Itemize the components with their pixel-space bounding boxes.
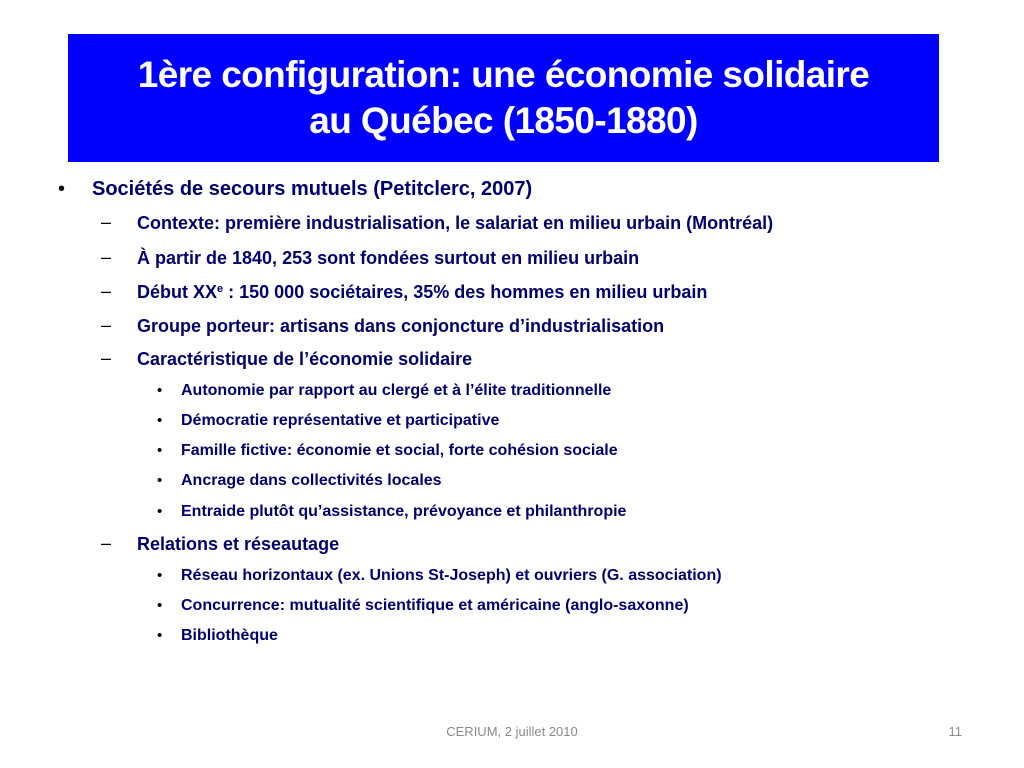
bullet-dot-icon: • <box>157 382 163 399</box>
bullet-dot-icon: • <box>157 503 163 520</box>
bullet-dot-icon: • <box>157 412 163 429</box>
ordinal-superscript: e <box>217 283 224 295</box>
bullet-text <box>137 282 707 302</box>
bullet-dash-icon: – <box>101 247 112 267</box>
bullet-dash-icon: – <box>101 212 112 232</box>
bullet-level3-item <box>157 472 442 490</box>
bullet-level2-item <box>101 247 640 269</box>
bullet-dot-icon: • <box>157 472 163 489</box>
bullet-level2-item <box>101 315 665 337</box>
bullet-dot-icon: • <box>157 567 163 584</box>
bullet-level3-item <box>157 412 500 430</box>
bullet-text-part: Début XX <box>137 282 218 302</box>
bullet-level3-item <box>157 503 627 521</box>
bullet-text: Caractéristique de l’économie solidaire <box>137 349 473 369</box>
bullet-text: Autonomie par rapport au clergé et à l’élite traditionnelle <box>181 382 612 399</box>
bullet-dash-icon: – <box>101 315 112 335</box>
bullet-dash-icon: – <box>101 281 112 301</box>
bullet-dot-icon: • <box>157 597 163 614</box>
bullet-text: Sociétés de secours mutuels (Petitclerc, 2007) <box>92 178 533 200</box>
bullet-text: Démocratie représentative et participative <box>181 412 500 429</box>
slide-title-line-1: 1ère configuration: une économie solidaire <box>137 54 870 95</box>
bullet-level3-item <box>157 382 612 400</box>
slide-footer: CERIUM, 2 juillet 2010 <box>446 724 578 739</box>
slide-page-number: 11 <box>948 724 962 739</box>
bullet-level3-item <box>157 442 618 460</box>
bullet-dot-icon: • <box>157 627 163 644</box>
bullet-text: Bibliothèque <box>181 627 278 644</box>
slide-title-line-2: au Québec (1850-1880) <box>309 100 698 141</box>
bullet-text: Famille fictive: économie et social, forte cohésion sociale <box>181 442 618 459</box>
bullet-dash-icon: – <box>101 533 112 553</box>
bullet-text-part: : 150 000 sociétaires, 35% des hommes en milieu urbain <box>223 282 708 302</box>
bullet-level3-item <box>157 597 689 615</box>
bullet-text: Ancrage dans collectivités locales <box>181 472 442 489</box>
bullet-dash-icon: – <box>101 348 112 368</box>
bullet-text: Contexte: première industrialisation, le salariat en milieu urbain (Montréal) <box>137 213 774 233</box>
bullet-text: Concurrence: mutualité scientifique et américaine (anglo-saxonne) <box>181 597 689 614</box>
bullet-level2-item <box>101 212 774 234</box>
bullet-level2-item <box>101 533 340 555</box>
bullet-level2-item <box>101 348 473 370</box>
bullet-text: À partir de 1840, 253 sont fondées surtout en milieu urbain <box>137 248 640 268</box>
bullet-text: Groupe porteur: artisans dans conjoncture d’industrialisation <box>137 316 665 336</box>
bullet-dot-icon: • <box>58 178 66 200</box>
bullet-level1-item <box>58 178 533 201</box>
bullet-text: Réseau horizontaux (ex. Unions St-Joseph) et ouvriers (G. association) <box>181 567 722 584</box>
bullet-text: Relations et réseautage <box>137 534 340 554</box>
bullet-dot-icon: • <box>157 442 163 459</box>
bullet-level3-item <box>157 567 722 585</box>
bullet-level2-item <box>101 281 708 303</box>
bullet-level3-item <box>157 627 278 645</box>
bullet-text: Entraide plutôt qu’assistance, prévoyance et philanthropie <box>181 503 627 520</box>
